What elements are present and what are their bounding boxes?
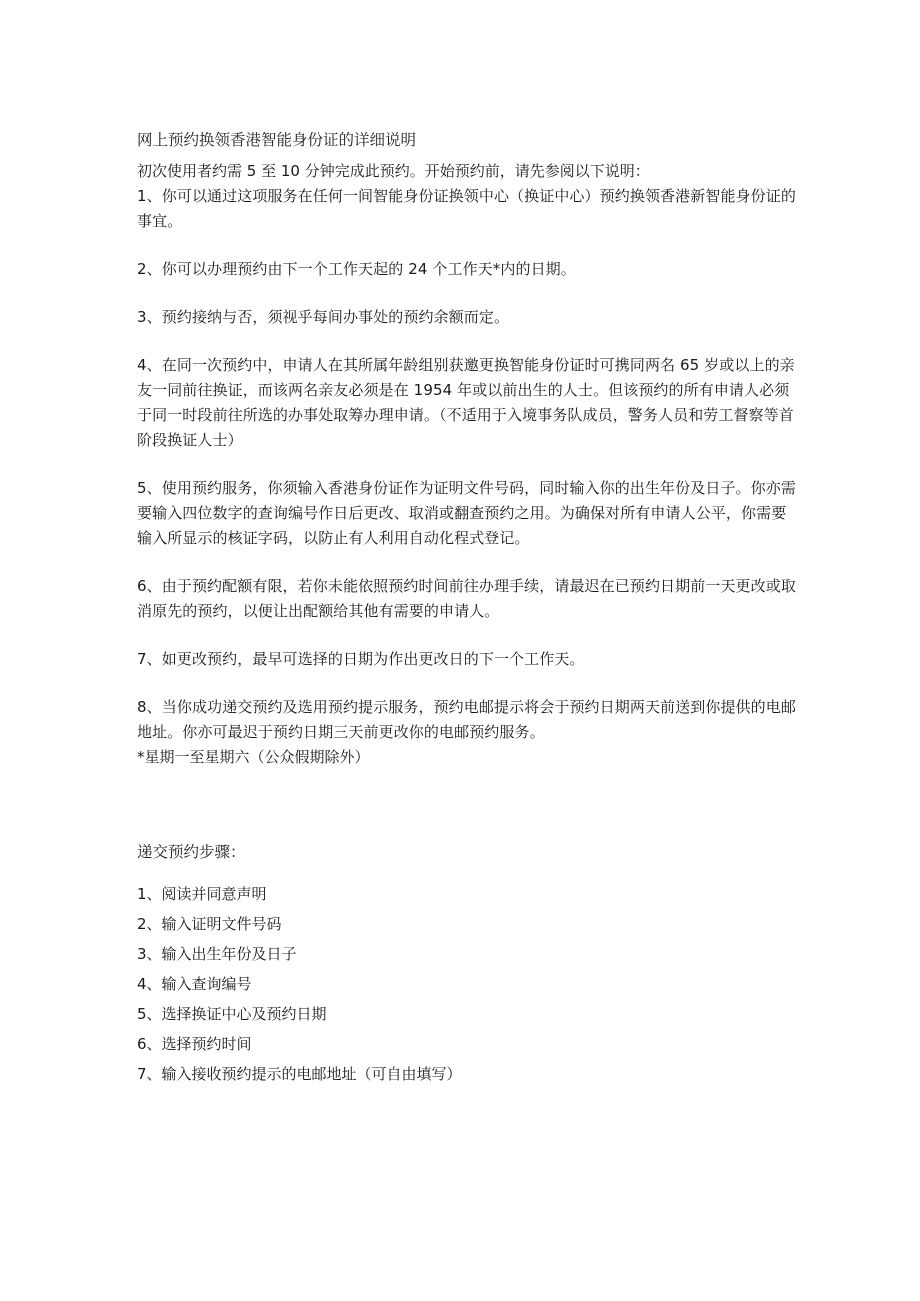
footnote: *星期一至星期六（公众假期除外） [137,748,370,766]
step-item: 4、输入查询编号 [137,975,252,993]
step-item: 3、输入出生年份及日子 [137,945,297,963]
steps-list [137,879,797,1089]
step-item: 7、输入接收预约提示的电邮地址（可自由填写） [137,1065,462,1083]
document-title: 网上预约换领香港智能身份证的详细说明 [137,131,417,149]
note-item: 8、当你成功递交预约及选用预约提示服务，预约电邮提示将会于预约日期两天前送到你提供的电邮地址。你亦可最迟于预约日期三天前更改你的电邮预约服务。 [137,698,796,741]
note-item: 4、在同一次预约中，申请人在其所属年龄组别获邀更换智能身份证时可携同两名 65 岁或以上的亲友一同前往换证，而该两名亲友必须是在 1954 年或以前出生的人士。但该预约的所有申请人必须于同一时段前往所选的办事处取筹办理申请。（不适用于入境事务队成员，警务人员和劳工督察等首阶段换证人士） [137,356,795,449]
steps-heading: 递交预约步骤： [137,843,246,861]
step-item: 6、选择预约时间 [137,1035,252,1053]
note-item: 2、你可以办理预约由下一个工作天起的 24 个工作天*内的日期。 [137,260,576,278]
intro-text: 初次使用者约需 5 至 10 分钟完成此预约。开始预约前，请先参阅以下说明： [137,162,650,180]
note-item: 3、预约接纳与否，须视乎每间办事处的预约余额而定。 [137,308,510,326]
note-item: 7、如更改预约，最早可选择的日期为作出更改日的下一个工作天。 [137,650,585,668]
document-page [137,128,797,1089]
note-item: 6、由于预约配额有限，若你未能依照预约时间前往办理手续，请最迟在已预约日期前一天更改或取消原先的预约，以便让出配额给其他有需要的申请人。 [137,577,796,620]
step-item: 5、选择换证中心及预约日期 [137,1005,327,1023]
step-item: 1、阅读并同意声明 [137,885,267,903]
note-item: 5、使用预约服务，你须输入香港身份证作为证明文件号码，同时输入你的出生年份及日子。你亦需要输入四位数字的查询编号作日后更改、取消或翻查预约之用。为确保对所有申请人公平，你需要输入所显示的核证字码，以防止有人利用自动化程式登记。 [137,479,796,547]
step-item: 2、输入证明文件号码 [137,915,282,933]
note-item: 1、你可以通过这项服务在任何一间智能身份证换领中心（换证中心）预约换领香港新智能身份证的事宜。 [137,187,796,230]
